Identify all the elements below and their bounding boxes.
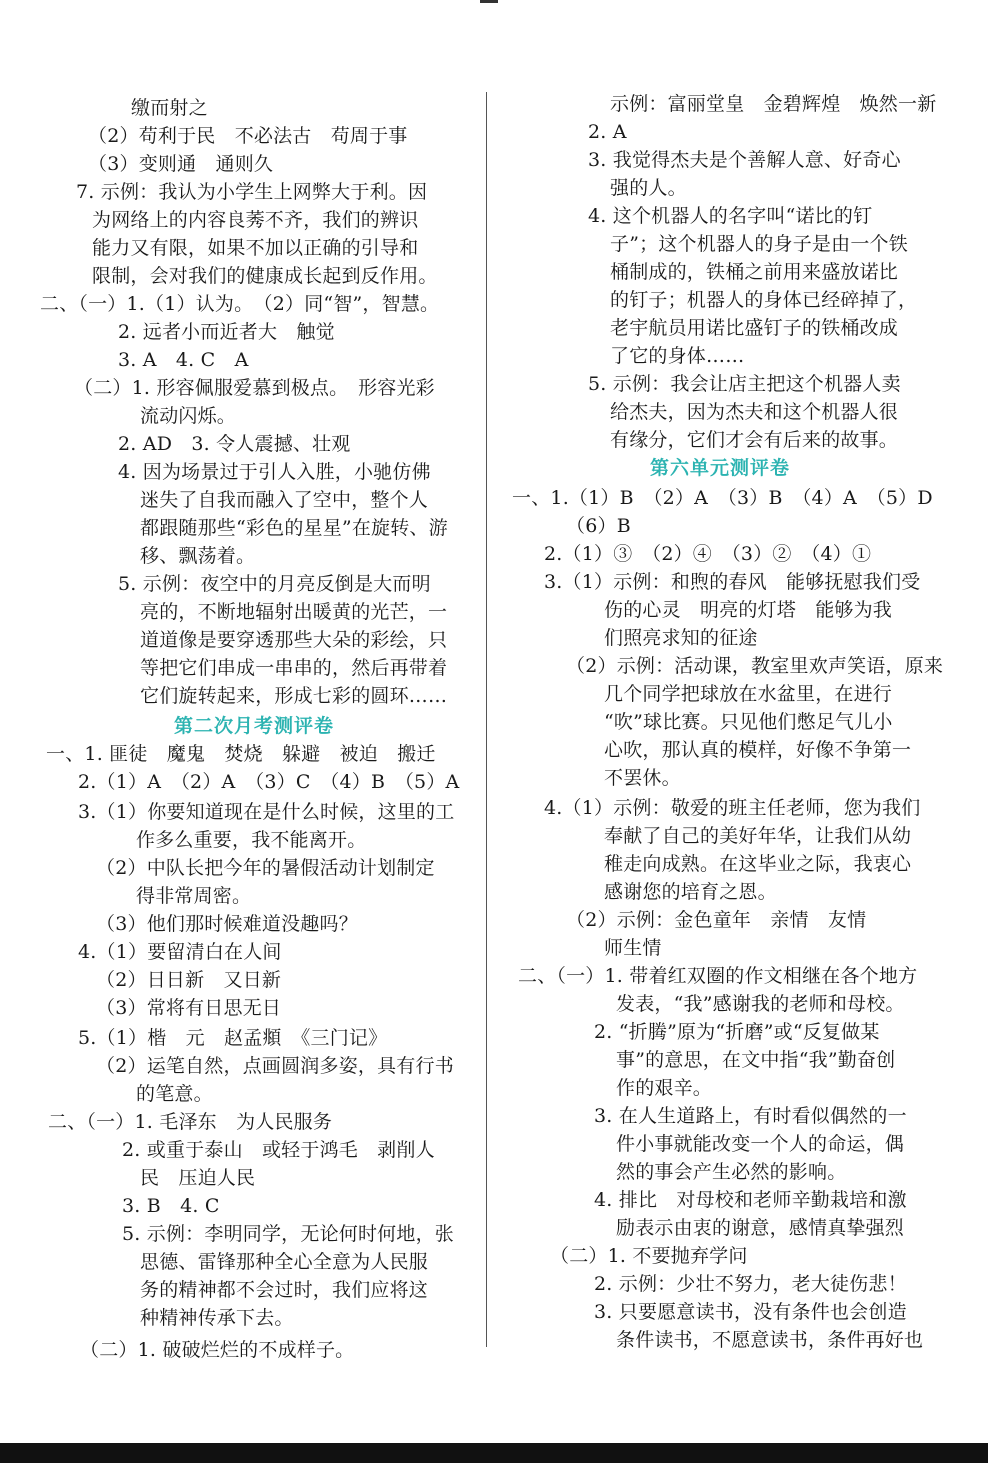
answer-line: 强的人。 bbox=[610, 177, 687, 199]
answer-line: 子”；这个机器人的身子是由一个铁 bbox=[610, 233, 908, 255]
answer-line: 等把它们串成一串串的，然后再带着 bbox=[140, 657, 448, 679]
answer-line: 移、飘荡着。 bbox=[140, 545, 256, 567]
section-heading: 第二次月考测评卷 bbox=[174, 715, 335, 737]
answer-line: 作多么重要，我不能离开。 bbox=[136, 829, 367, 851]
section-heading: 第六单元测评卷 bbox=[650, 457, 791, 479]
answer-line: 4.（1）示例：敬爱的班主任老师，您为我们 bbox=[544, 797, 921, 819]
answer-line: 桶制成的，铁桶之前用来盛放诺比 bbox=[610, 261, 899, 283]
answer-line: 条件读书，不愿意读书，条件再好也 bbox=[616, 1329, 924, 1351]
answer-line: 不罢休。 bbox=[604, 767, 681, 789]
answer-line: 道道像是要穿透那些大朵的彩绘，只 bbox=[140, 629, 448, 651]
answer-line: 励表示由衷的谢意，感情真挚强烈 bbox=[616, 1217, 905, 1239]
answer-line: 2. 或重于泰山 或轻于鸿毛 剥削人 bbox=[122, 1139, 435, 1161]
answer-line: 感谢您的培育之恩。 bbox=[604, 881, 777, 903]
answer-line: （二）1. 不要抛弃学问 bbox=[550, 1245, 748, 1267]
answer-line: 5. 示例：李明同学，无论何时何地，张 bbox=[122, 1223, 454, 1245]
answer-line: 作的艰辛。 bbox=[616, 1077, 713, 1099]
answer-line: 2. AD 3. 令人震撼、壮观 bbox=[118, 433, 351, 455]
answer-line: 的钉子；机器人的身体已经碎掉了， bbox=[610, 289, 918, 311]
answer-line: 二、（一）1.（1）认为。 （2）同“智”，智慧。 bbox=[40, 293, 440, 315]
answer-line: 民 压迫人民 bbox=[140, 1167, 256, 1189]
answer-line: 4.（1）要留清白在人间 bbox=[78, 941, 282, 963]
answer-line: 们照亮求知的征途 bbox=[604, 627, 758, 649]
answer-line: 稚走向成熟。在这毕业之际，我衷心 bbox=[604, 853, 912, 875]
answer-line: 2.（1）A （2）A （3）C （4）B （5）A bbox=[78, 771, 460, 793]
answer-line: （2）苟利于民 不必法古 苟周于事 bbox=[88, 125, 408, 147]
answer-line: 得非常周密。 bbox=[136, 885, 252, 907]
answer-line: 了它的身体…… bbox=[610, 345, 745, 367]
answer-line: 心吹，那认真的模样，好像不争第一 bbox=[604, 739, 912, 761]
answer-line: 5. 示例：夜空中的月亮反倒是大而明 bbox=[118, 573, 431, 595]
answer-line: 4. 这个机器人的名字叫“诺比的钉 bbox=[588, 205, 873, 227]
answer-line: 事”的意思，在文中指“我”勤奋创 bbox=[616, 1049, 896, 1071]
answer-line: 都跟随那些“彩色的星星”在旋转、游 bbox=[140, 517, 448, 539]
answer-line: 几个同学把球放在水盆里，在进行 bbox=[604, 683, 893, 705]
answer-line: 发表，“我”感谢我的老师和母校。 bbox=[616, 993, 905, 1015]
page-top-mark bbox=[480, 0, 498, 3]
answer-line: 二、（一）1. 毛泽东 为人民服务 bbox=[48, 1111, 333, 1133]
answer-line: 师生情 bbox=[604, 937, 662, 959]
answer-line: 流动闪烁。 bbox=[140, 405, 237, 427]
answer-line: 它们旋转起来，形成七彩的圆环…… bbox=[140, 685, 448, 707]
answer-line: 的笔意。 bbox=[136, 1083, 213, 1105]
answer-line: 3. B 4. C bbox=[122, 1195, 220, 1217]
answer-line: 奉献了自己的美好年华，让我们从幼 bbox=[604, 825, 912, 847]
answer-line: 7. 示例：我认为小学生上网弊大于利。因 bbox=[76, 181, 428, 203]
answer-line: 为网络上的内容良莠不齐，我们的辨识 bbox=[92, 209, 419, 231]
answer-line: 4. 因为场景过于引人入胜，小驰仿佛 bbox=[118, 461, 431, 483]
answer-line: （2）中队长把今年的暑假活动计划制定 bbox=[96, 857, 435, 879]
answer-line: （2）日日新 又日新 bbox=[96, 969, 282, 991]
bottom-border-bar bbox=[0, 1443, 988, 1463]
answer-line: 2. “折腾”原为“折磨”或“反复做某 bbox=[594, 1021, 880, 1043]
answer-line: 一、1.（1）B （2）A （3）B （4）A （5）D bbox=[512, 487, 933, 509]
answer-line: 然的事会产生必然的影响。 bbox=[616, 1161, 847, 1183]
column-divider bbox=[486, 92, 487, 1347]
answer-line: 亮的，不断地辐射出暖黄的光芒，一 bbox=[140, 601, 448, 623]
answer-line: 限制，会对我们的健康成长起到反作用。 bbox=[92, 265, 438, 287]
answer-line: （6）B bbox=[566, 515, 631, 537]
answer-line: 3.（1）示例：和煦的春风 能够抚慰我们受 bbox=[544, 571, 921, 593]
answer-line: 2. A bbox=[588, 121, 627, 143]
answer-line: 5. 示例：我会让店主把这个机器人卖 bbox=[588, 373, 901, 395]
answer-line: （3）常将有日思无日 bbox=[96, 997, 282, 1019]
answer-line: 3. 在人生道路上，有时看似偶然的一 bbox=[594, 1105, 907, 1127]
answer-line: 伤的心灵 明亮的灯塔 能够为我 bbox=[604, 599, 893, 621]
answer-line: 件小事就能改变一个人的命运，偶 bbox=[616, 1133, 905, 1155]
answer-line: 示例：富丽堂皇 金碧辉煌 焕然一新 bbox=[610, 93, 937, 115]
answer-line: 3. 只要愿意读书，没有条件也会创造 bbox=[594, 1301, 907, 1323]
answer-line: 缴而射之 bbox=[131, 97, 208, 119]
answer-line: 二、（一）1. 带着红双圈的作文相继在各个地方 bbox=[518, 965, 918, 987]
answer-line: 2. 远者小而近者大 触觉 bbox=[118, 321, 335, 343]
answer-line: 老宇航员用诺比盛钉子的铁桶改成 bbox=[610, 317, 899, 339]
answer-line: 2.（1）③ （2）④ （3）② （4）① bbox=[544, 543, 872, 565]
answer-line: 3.（1）你要知道现在是什么时候，这里的工 bbox=[78, 801, 455, 823]
answer-line: 一、1. 匪徒 魔鬼 焚烧 躲避 被迫 搬迁 bbox=[46, 743, 436, 765]
answer-line: （二）1. 破破烂烂的不成样子。 bbox=[80, 1339, 355, 1361]
answer-line: 给杰夫，因为杰夫和这个机器人很 bbox=[610, 401, 899, 423]
answer-line: （2）示例：金色童年 亲情 友情 bbox=[566, 909, 867, 931]
answer-line: “吹”球比赛。只见他们憋足气儿小 bbox=[604, 711, 893, 733]
answer-line: （2）运笔自然，点画圆润多姿，具有行书 bbox=[96, 1055, 454, 1077]
answer-line: 5.（1）楷 元 赵孟頫 《三门记》 bbox=[78, 1027, 388, 1049]
answer-line: 2. 示例：少壮不努力，老大徒伤悲！ bbox=[594, 1273, 907, 1295]
answer-line: 思德、雷锋那种全心全意为人民服 bbox=[140, 1251, 429, 1273]
answer-line: 4. 排比 对母校和老师辛勤栽培和激 bbox=[594, 1189, 907, 1211]
answer-line: （二）1. 形容佩服爱慕到极点。 形容光彩 bbox=[74, 377, 435, 399]
answer-line: 有缘分，它们才会有后来的故事。 bbox=[610, 429, 899, 451]
answer-line: （3）变则通 通则久 bbox=[88, 153, 274, 175]
answer-line: 能力又有限，如果不加以正确的引导和 bbox=[92, 237, 419, 259]
answer-line: （3）他们那时候难道没趣吗？ bbox=[96, 913, 358, 935]
answer-line: 3. 我觉得杰夫是个善解人意、好奇心 bbox=[588, 149, 901, 171]
answer-line: 3. A 4. C A bbox=[118, 349, 249, 371]
answer-line: 务的精神都不会过时，我们应将这 bbox=[140, 1279, 429, 1301]
answer-line: （2）示例：活动课，教室里欢声笑语，原来 bbox=[566, 655, 944, 677]
answer-line: 种精神传承下去。 bbox=[140, 1307, 294, 1329]
answer-line: 迷失了自我而融入了空中，整个人 bbox=[140, 489, 429, 511]
